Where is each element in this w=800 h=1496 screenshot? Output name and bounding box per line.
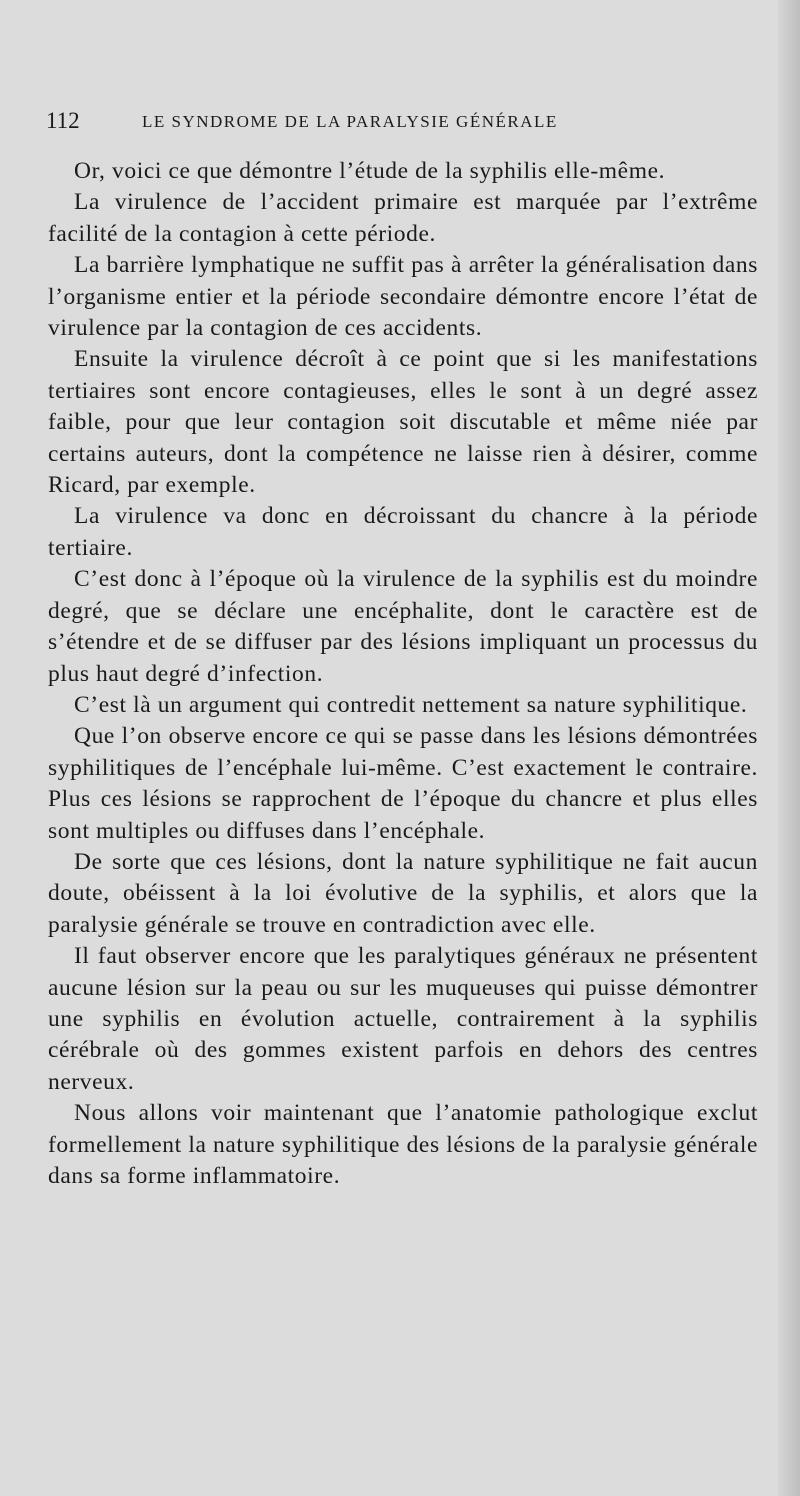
page-spine-shadow <box>778 0 800 1496</box>
paragraph: C’est là un argument qui contredit nettement sa nature syphilitique. <box>74 691 748 718</box>
paragraph: C’est donc à l’époque où la virulence de la syphilis est du moindre degré, que se déclare une encéphalite, dont le caractère est de s’étendre et de se diffuser par des lésions impliquant un processus du plus haut degré d’infection. <box>48 566 758 687</box>
paragraph: Nous allons voir maintenant que l’anatomie pathologique exclut formellement la nature syphilitique des lésions de la paralysie générale dans sa forme inflammatoire. <box>48 1100 758 1189</box>
page-header <box>46 108 754 138</box>
paragraph: La virulence va donc en décroissant du chancre à la période tertiaire. <box>48 503 758 561</box>
paragraph: Ensuite la virulence décroît à ce point que si les manifestations tertiaires sont encore contagieuses, elles le sont à un degré assez faible, pour que leur contagion soit discutable et même niée par certains auteurs, dont la compétence ne laisse rien à désirer, comme Ricard, par exemple. <box>48 346 758 499</box>
page-number: 112 <box>46 108 80 133</box>
paragraph: La barrière lymphatique ne suffit pas à arrêter la généralisation dans l’organisme entier et la période secondaire démontre encore l’état de virulence par la contagion de ces accidents. <box>48 252 758 342</box>
body-text <box>48 156 758 1192</box>
paragraph: Que l’on observe encore ce qui se passe dans les lésions démontrées syphilitiques de l’encéphale lui-même. C’est exactement le contraire. Plus ces lésions se rapprochent de l’époque du chancre et plus elles sont multiples ou diffuses dans l’encéphale. <box>48 723 758 844</box>
paragraph: La virulence de l’accident primaire est marquée par l’extrême facilité de la contagion à cette période. <box>48 189 758 247</box>
paragraph: De sorte que ces lésions, dont la nature syphilitique ne fait aucun doute, obéissent à la loi évolutive de la syphilis, et alors que la paralysie générale se trouve en contradiction avec elle. <box>48 848 758 938</box>
paragraph: Il faut observer encore que les paralytiques généraux ne présentent aucune lésion sur la peau ou sur les muqueuses qui puisse démontrer une syphilis en évolution actuelle, contrairement à la syphilis cérébrale où des gommes existent parfois en dehors des centres nerveux. <box>48 943 758 1095</box>
running-head: LE SYNDROME DE LA PARALYSIE GÉNÉRALE <box>142 112 558 131</box>
paragraph: Or, voici ce que démontre l’étude de la syphilis elle-même. <box>74 158 666 184</box>
